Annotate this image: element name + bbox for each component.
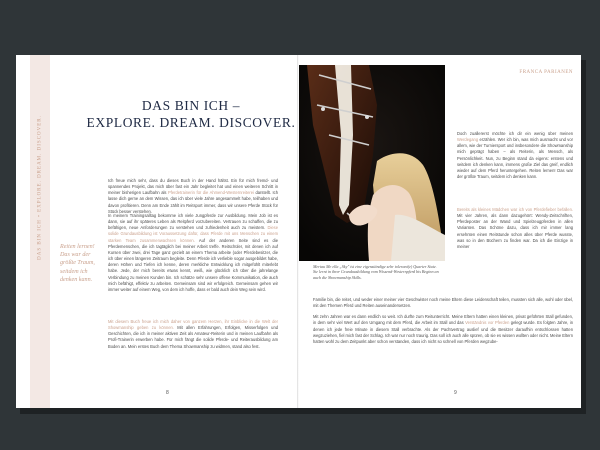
book-intent-paragraph <box>108 319 278 350</box>
page-title <box>86 97 296 131</box>
photo-caption: Mertau Me ella „Sky" ist eine eigenständige sehr tolerant(e) Quarter Stute. Sie lernt in ihrer Grundausbildung vom Wissend-Westernpferd bis Beginn an auch die Showmanship Skills. <box>313 264 439 280</box>
para2-highlight: Diese solide Grundausbildung ist Voraussetzung dafür, dass Pferde mit uns Menschen zu einem starken Team zusammenwachsen können. <box>108 225 278 243</box>
childhood-text: Mit vier Jahren, als dann dazugehört: Wendy-Zeitschriften, Pferdeposter an der Wand und Spielzeugpferden in allen Varianten. Das Schöne dazu, dass ich mir immer lang ersehnten einen Reitstunde schon alles über Pferde wusste, was so in den Büchern zu finden war. Da ich die Einzige in meiner <box>457 213 573 249</box>
career-paragraph <box>457 131 573 180</box>
bottom-text-block <box>313 297 573 345</box>
intro-highlight: Pferdetrainerin für die Ahmend-Westernreiterei <box>168 190 254 196</box>
page-number-left: 8 <box>166 390 169 396</box>
right-page <box>299 55 581 408</box>
title-line-2: EXPLORE. DREAM. DISCOVER. <box>86 115 296 130</box>
family-paragraph: Familie bin, die reitet, und weder einer meiner vier Geschwister noch meine Eltern diese Leidenschaft teilen, mussten sich alle, wohl oder übel, mit den Themen Pferd und Reiten auseinandersetzen. <box>313 297 573 309</box>
para3-highlight: Mit diesem Buch freue ich mich daher von ganzem Herzen, ihr Einblicke in die Welt der Showmanship geben zu können. <box>108 319 278 331</box>
para2-start: In meinem Trainingsalltag bekomme ich viele Jungpferde zur Ausbildung. Mein Job ist es dann, sie auf ihr späteres Leben als Reitpferd vorzubereiten. Vertrauen zu schaffen, die zu befähigen, neue Anforderungen zu verstehen und zufriedenheit auch zu meistern. <box>108 213 278 231</box>
left-page <box>16 55 298 408</box>
intro-text: Ich freue mich sehr, dass du dieses Buch in der Hand hältst. Ein für mich fremd- und spannendes Projekt, das mich über fast ein Jahr begleitet hat und einen weiteren Schritt in meiner bisherigen Laufbahn als <box>108 178 278 196</box>
riding-lessons-paragraph <box>313 314 573 345</box>
lessons-text: Mit zehn Jahren war es dann endlich so weit. Ich durfte zum Reitunterricht. Meine Eltern hatten einen kleinen, privat geführten Stall gefunden, in dem sehr viel Wert auf den Umgang mit dem Pferd, die Arbeit im Stall und das <box>313 314 573 326</box>
horse-and-rider-image <box>299 65 445 261</box>
para2-end: Auf der anderen Seite sind es die Pferdemenschen, die ich tagtäglich bei meiner Arbeit treffe. Reitschüler, mit denen ich auf Kursen über zwei, drei Tage ganz gezielt an einem Thema arbeite (oder Pferdebesitzer, die ich über einen längeren Zeitraum begleite. Denn Pferde ich verlieble sogar ausgebildet habe, deren Höhen und Tiefen ich kenne, deren merkliche Entwicklung ich mitgefühlt miterlebt habe. Jede, der mich bereits etwas kennt, weiß, wie glücklich ich über die jahrelange Verbindung zu meinen Kunden bin. Ich schätze sehr unsere offene Kommunikation, die auch mich befähigt, effektiv zu arbeiten. Gemeinsam sind wir erfolgreich. Gemeinsam gehen wir immer weiter auf einem Weg, von dem ich hoffe, dass er bald auch dein Weg sein wird. <box>108 237 278 292</box>
para3-end: Mit allen Erfahrungen, Erfolgen, Misserfolgen und Geschichten, die ich in meiner aktiven Zeit als Amateur-Reiterin und in meinen Laufbahn als Profi-Trainerin erwerben habe. Für mich fängt die solide Pferde- und Reiterausbildung am Boden an. Mein erstes Buch dem Thema Showmanship zu widmen, stand also fest. <box>108 325 279 349</box>
col1-highlight: Werdegang <box>457 137 479 143</box>
page-number-right: 9 <box>454 390 457 396</box>
book-spread <box>16 55 581 410</box>
lessons-highlight: Verständnis vor Pferden <box>465 320 510 326</box>
childhood-highlight: Bereits als kleines Mädchen war ich von Pferdefieber befallen. <box>457 207 573 212</box>
vertical-running-text: DAS BIN ICH • EXPLORE. DREAM. DISCOVER. <box>37 115 43 260</box>
col1-text: Doch zuallererst möchte ich dir ein wenig über meinen <box>457 131 573 136</box>
childhood-paragraph <box>457 207 573 250</box>
intro-text-end: darstellt. Ich lasse dich gerne an dem Wissen, das ich über viele Jahre angesammelt habe, teilhaben und davon profitieren. Denn am Ende zählt im Reitsport immer, dass wir unsere Pferde Stück für Stück besser verstehen. <box>108 190 278 214</box>
pull-quote: Reiten lernen! Das war der größte Traum, seitdem ich denken kann. <box>60 244 95 283</box>
title-line-1: DAS BIN ICH – <box>141 98 241 113</box>
running-head: FRANCA PARIANEN <box>519 70 573 75</box>
lessons-text-end: gelegt wurde. Es folgten Jahre, in denen ich jede freie Minute in diesem Stall verbrachte. Als der Pachtvertrag auslief und die Besitzer daraufhin entschlossen hatten wegzuziehen, fiel mich fast der Schlag. Ich war nur noch traurig. Das soll ich auch alle spüren, ob sie es wissen wollten oder nicht. Meine Eltern hatten wohl zu dem Zeitpunkt aber schon verstanden, dass ich nicht so schnell von Pferden wegzube- <box>313 320 574 344</box>
training-paragraph <box>108 213 278 293</box>
horse-photo <box>299 65 445 261</box>
intro-paragraph <box>108 178 278 215</box>
col1-text-end: erzählen. Wer ich bin, was mich ausmacht und vor allem, wie der Turniersport und insbesondere die Showmanship mich geprägt haben – als Reiterin, als Mensch, als Persönlichkeit. Nun, zu Beginn stand da eigens: erstens und seitdem ich denken kann, immens große Ziel das greif, endlich wieder auf dem Pferd heruntergehen. Reiten lernen! Das war der größte Traum, seitdem ich denken kann. <box>457 137 573 180</box>
